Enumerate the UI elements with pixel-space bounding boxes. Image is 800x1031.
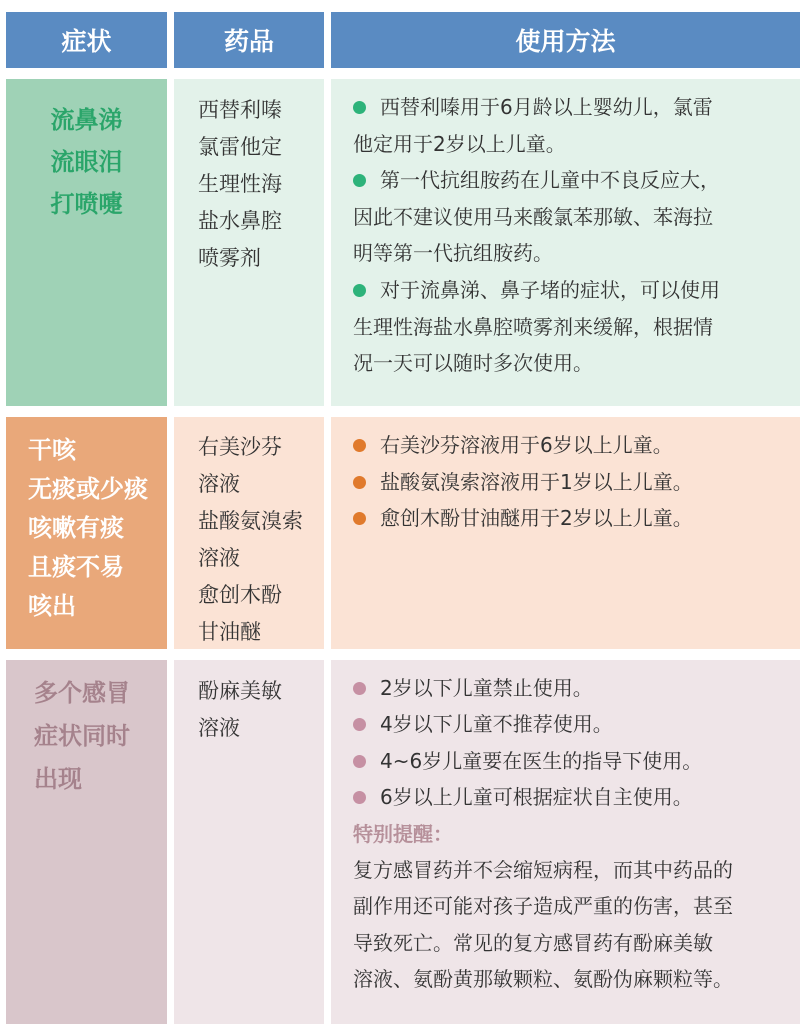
usage-line: 愈创木酚甘油醚用于2岁以上儿童。 bbox=[353, 500, 786, 537]
symptom-line: 且痰不易 bbox=[28, 553, 124, 581]
usage-line: 盐酸氨溴索溶液用于1岁以上儿童。 bbox=[353, 464, 786, 501]
row-1-medicine bbox=[174, 79, 324, 406]
symptom-line: 流眼泪 bbox=[50, 148, 123, 176]
symptom-line: 打喷嚏 bbox=[50, 190, 123, 218]
symptom-line: 流鼻涕 bbox=[50, 106, 123, 134]
medicine-line: 甘油醚 bbox=[198, 620, 261, 644]
row-3-medicine bbox=[174, 660, 324, 1024]
medicine-line: 溶液 bbox=[198, 716, 240, 740]
reminder-line: 导致死亡。常见的复方感冒药有酚麻美敏 bbox=[353, 930, 713, 955]
header-usage: 使用方法 bbox=[331, 12, 800, 68]
usage-line: 他定用于2岁以上儿童。 bbox=[353, 131, 566, 156]
medicine-line: 溶液 bbox=[198, 546, 240, 570]
orange-bullet-icon bbox=[353, 439, 366, 452]
medicine-line: 愈创木酚 bbox=[198, 583, 282, 607]
medicine-line: 生理性海 bbox=[198, 172, 282, 196]
usage-line: 因此不建议使用马来酸氯苯那敏、苯海拉 bbox=[353, 204, 713, 229]
symptom-line: 无痰或少痰 bbox=[28, 475, 148, 503]
symptom-line: 多个感冒 bbox=[34, 679, 130, 707]
row-3-symptom bbox=[6, 660, 167, 1024]
green-bullet-icon bbox=[353, 284, 366, 297]
usage-line: 对于流鼻涕、鼻子堵的症状，可以使用 bbox=[353, 272, 786, 309]
usage-line: 2岁以下儿童禁止使用。 bbox=[353, 670, 786, 706]
reminder-line: 溶液、氨酚黄那敏颗粒、氨酚伪麻颗粒等。 bbox=[353, 967, 733, 992]
pink-bullet-icon bbox=[353, 755, 366, 768]
medicine-line: 酚麻美敏 bbox=[198, 679, 282, 703]
usage-line: 况一天可以随时多次使用。 bbox=[353, 351, 593, 376]
medicine-line: 右美沙芬 bbox=[198, 435, 282, 459]
header-medicine: 药品 bbox=[174, 12, 324, 68]
usage-line: 4~6岁儿童要在医生的指导下使用。 bbox=[353, 743, 786, 779]
pink-bullet-icon bbox=[353, 791, 366, 804]
row-2-usage bbox=[331, 417, 800, 649]
medicine-line: 西替利嗪 bbox=[198, 98, 282, 122]
medicine-line: 喷雾剂 bbox=[198, 246, 261, 270]
symptom-line: 干咳 bbox=[28, 436, 76, 464]
reminder-title: 特别提醒： bbox=[353, 821, 453, 846]
medicine-line: 溶液 bbox=[198, 472, 240, 496]
usage-line: 4岁以下儿童不推荐使用。 bbox=[353, 706, 786, 742]
medicine-line: 氯雷他定 bbox=[198, 135, 282, 159]
symptom-line: 咳嗽有痰 bbox=[28, 514, 124, 542]
header-symptom: 症状 bbox=[6, 12, 167, 68]
orange-bullet-icon bbox=[353, 512, 366, 525]
usage-line: 生理性海盐水鼻腔喷雾剂来缓解，根据情 bbox=[353, 314, 713, 339]
pink-bullet-icon bbox=[353, 682, 366, 695]
symptom-line: 咳出 bbox=[28, 592, 76, 620]
usage-line: 第一代抗组胺药在儿童中不良反应大， bbox=[353, 162, 786, 199]
row-1-symptom bbox=[6, 79, 167, 406]
row-3-usage bbox=[331, 660, 800, 1024]
medicine-line: 盐水鼻腔 bbox=[198, 209, 282, 233]
orange-bullet-icon bbox=[353, 476, 366, 489]
reminder-line: 复方感冒药并不会缩短病程，而其中药品的 bbox=[353, 858, 733, 883]
symptom-line: 症状同时 bbox=[34, 722, 130, 750]
medicine-line: 盐酸氨溴索 bbox=[198, 509, 303, 533]
green-bullet-icon bbox=[353, 174, 366, 187]
pink-bullet-icon bbox=[353, 718, 366, 731]
row-2-symptom bbox=[6, 417, 167, 649]
symptom-line: 出现 bbox=[34, 765, 82, 793]
usage-line: 明等第一代抗组胺药。 bbox=[353, 241, 553, 266]
reminder-line: 副作用还可能对孩子造成严重的伤害，甚至 bbox=[353, 894, 733, 919]
usage-line: 6岁以上儿童可根据症状自主使用。 bbox=[353, 779, 786, 815]
row-2-medicine bbox=[174, 417, 324, 649]
usage-line: 西替利嗪用于6月龄以上婴幼儿，氯雷 bbox=[353, 89, 786, 126]
green-bullet-icon bbox=[353, 101, 366, 114]
row-1-usage bbox=[331, 79, 800, 406]
usage-line: 右美沙芬溶液用于6岁以上儿童。 bbox=[353, 427, 786, 464]
